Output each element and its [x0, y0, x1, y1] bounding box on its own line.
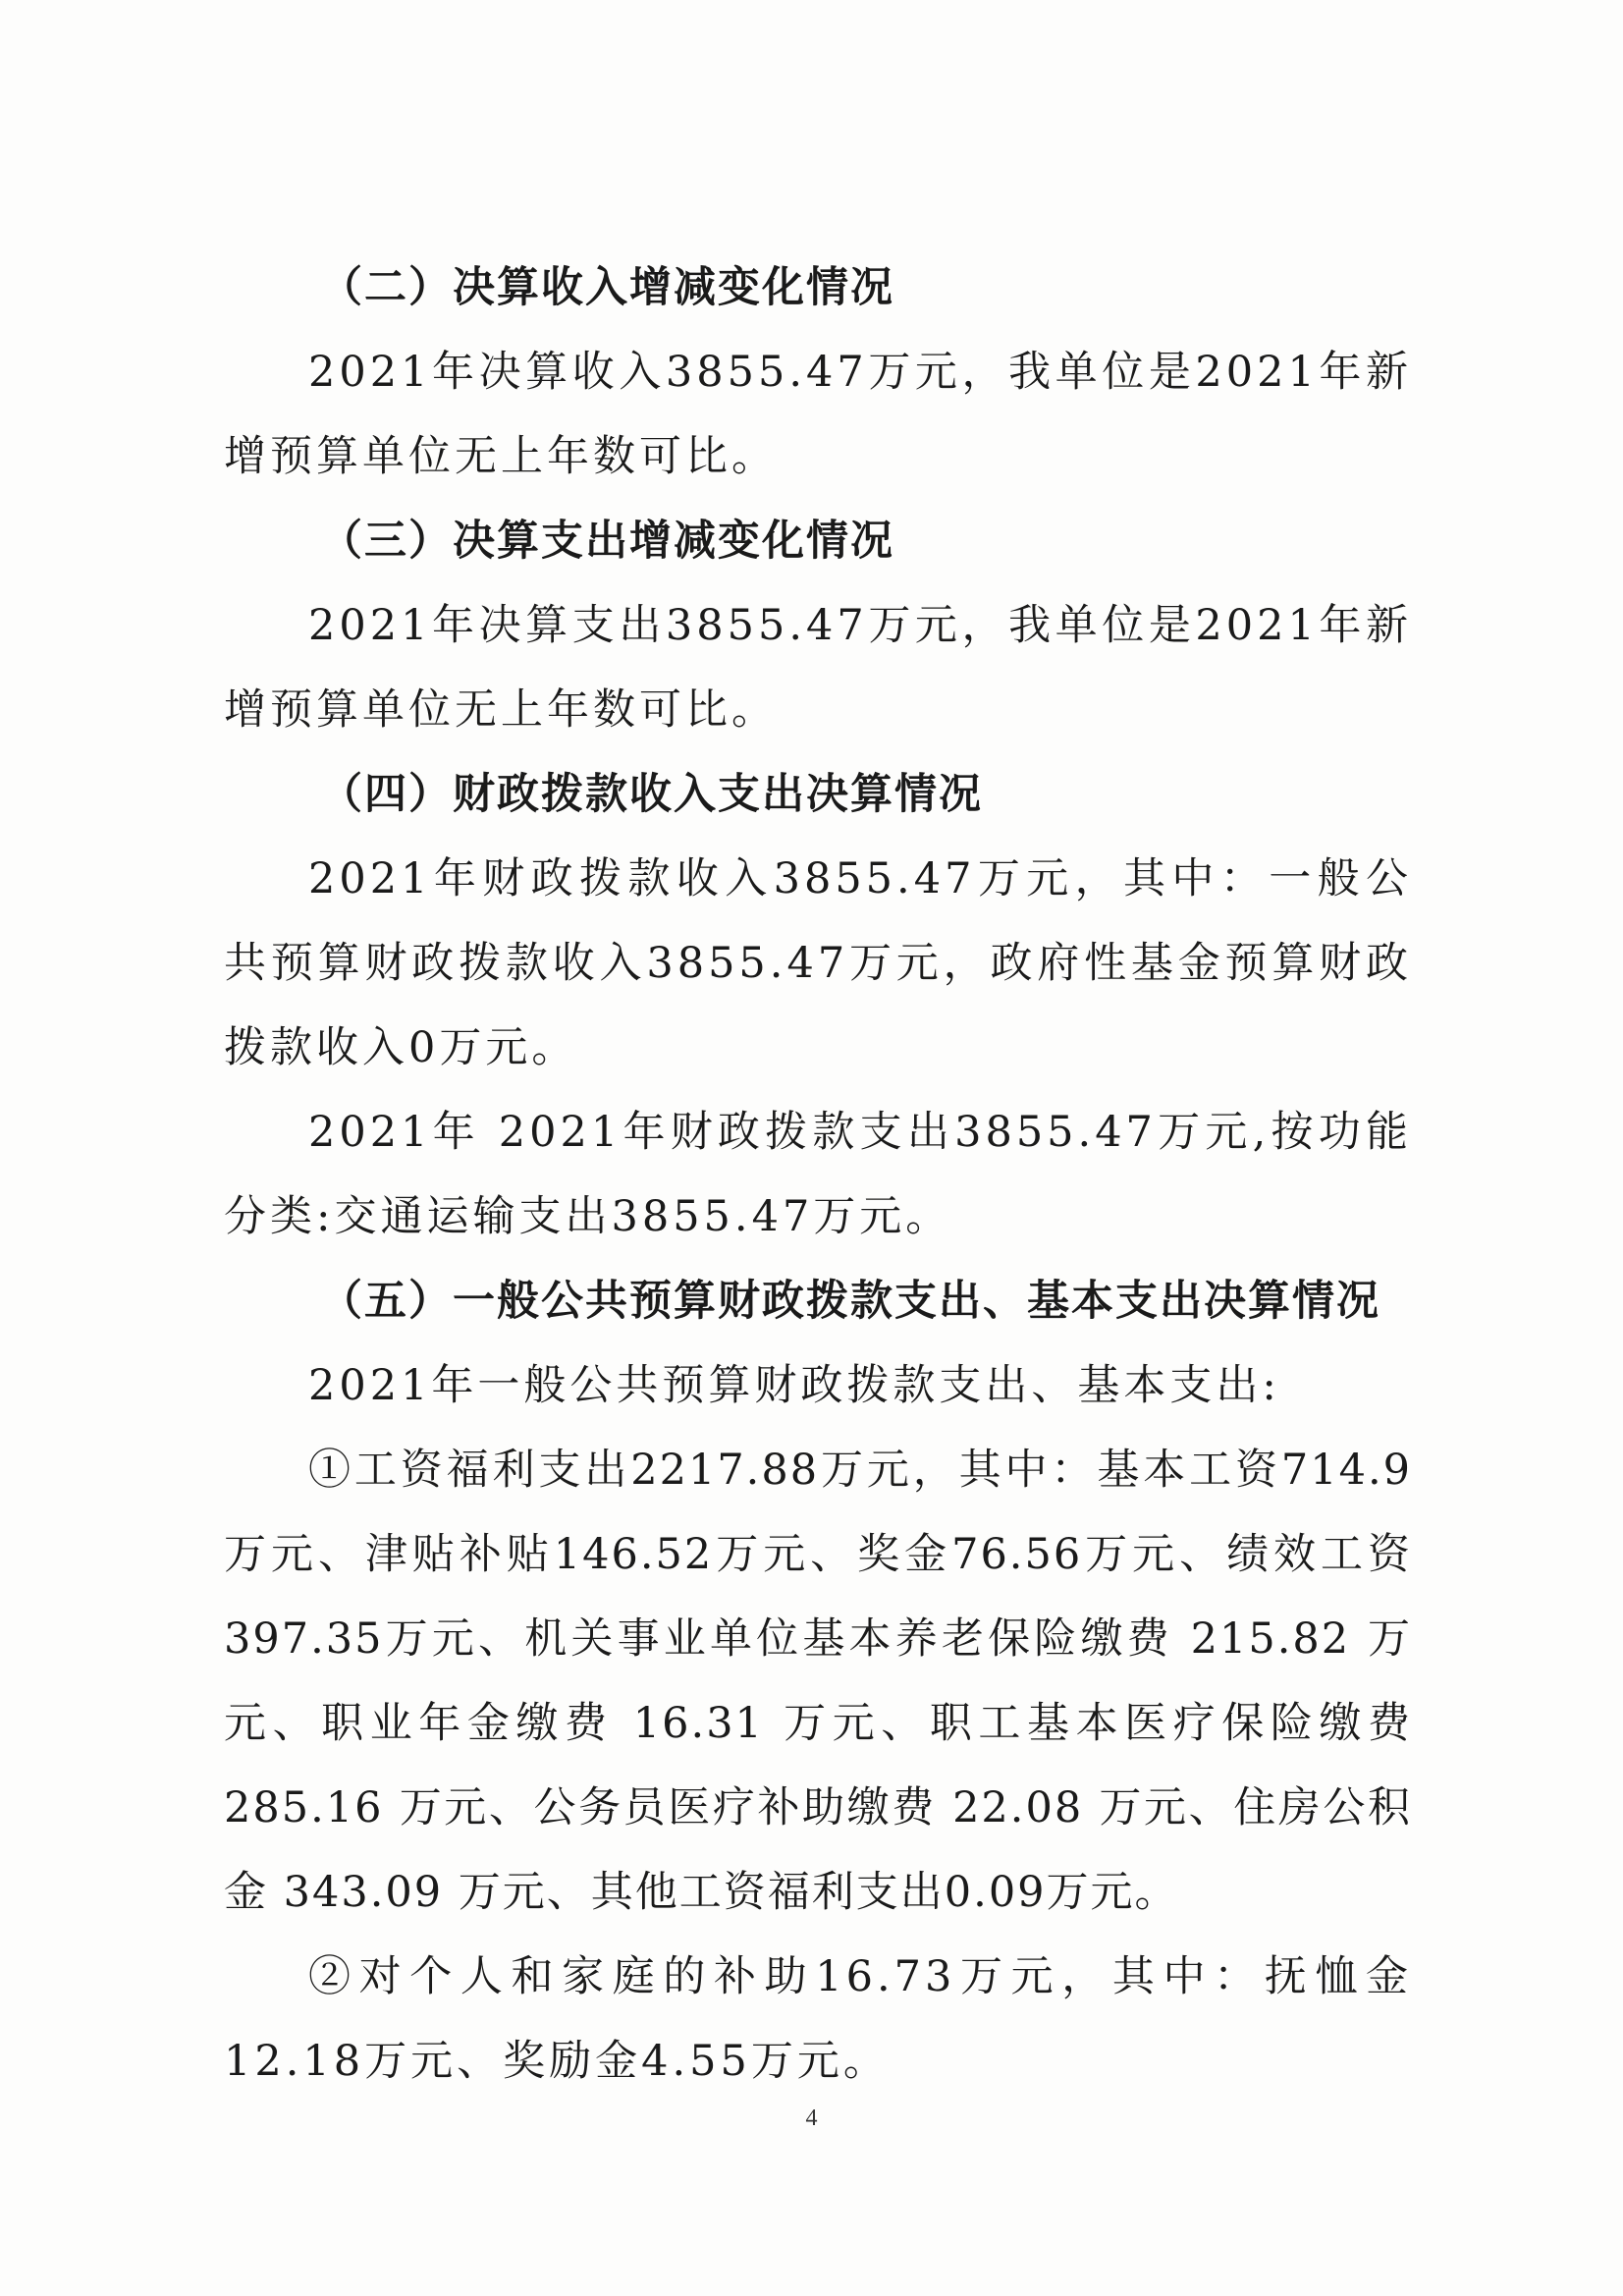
section-heading-4: （四）财政拨款收入支出决算情况	[320, 770, 983, 819]
section-heading-5: （五）一般公共预算财政拨款支出、基本支出决算情况	[320, 1277, 1380, 1326]
section-2-paragraph-1: 2021年决算收入3855.47万元，我单位是2021年新增预算单位无上年数可比。	[224, 348, 1412, 481]
section-heading-2: （二）决算收入增减变化情况	[320, 263, 894, 312]
page-number: 4	[805, 2105, 818, 2131]
section-heading-3: （三）决算支出增减变化情况	[320, 517, 894, 566]
section-4-paragraph-1: 2021年财政拨款收入3855.47万元，其中：一般公共预算财政拨款收入3855.47万元，政府性基金预算财政拨款收入0万元。	[224, 854, 1412, 1072]
section-5-paragraph-1: 2021年一般公共预算财政拨款支出、基本支出:	[308, 1361, 1280, 1410]
section-5-paragraph-3: ②对个人和家庭的补助16.73万元，其中：抚恤金12.18万元、奖励金4.55万元。	[224, 1952, 1412, 2086]
document-body	[224, 246, 1412, 2104]
section-5-paragraph-2: ①工资福利支出2217.88万元，其中：基本工资714.9万元、津贴补贴146.52万元、奖金76.56万元、绩效工资397.35万元、机关事业单位基本养老保险缴费 215.82 万元、职业年金缴费 16.31 万元、职工基本医疗保险缴费 285.16 万元、公务员医疗补助缴费 22.08 万元、住房公积金 343.09 万元、其他工资福利支出0.09万元。	[224, 1446, 1412, 1917]
section-4-paragraph-2: 2021年 2021年财政拨款支出3855.47万元,按功能分类:交通运输支出3855.47万元。	[224, 1108, 1412, 1241]
section-3-paragraph-1: 2021年决算支出3855.47万元，我单位是2021年新增预算单位无上年数可比。	[224, 601, 1412, 735]
